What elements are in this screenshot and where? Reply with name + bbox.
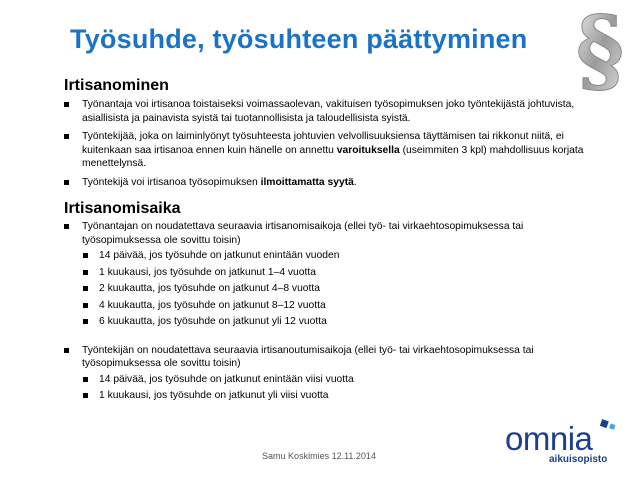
- logo-subtitle: aikuisopisto: [549, 454, 608, 465]
- bullet-square-icon: [83, 319, 88, 324]
- sub-list-item: 4 kuukautta, jos työsuhde on jatkunut 8–12 vuotta: [64, 299, 604, 313]
- bullet-square-icon: [64, 180, 69, 185]
- paragraph-sign-icon: [572, 2, 630, 98]
- section-heading-irtisanomisaika: Irtisanomisaika: [64, 200, 181, 217]
- footer-author-date: Samu Koskimies 12.11.2014: [262, 451, 376, 461]
- list-item: Työntekijän on noudatettava seuraavia irtisanoutumisaikoja (ellei työ- tai virkaehtosopimuksessa tai työsopimuksessa ole sovittu toisin): [64, 344, 604, 371]
- bullet-square-icon: [83, 270, 88, 275]
- bullet-square-icon: [64, 224, 69, 229]
- bullet-square-icon: [64, 134, 69, 139]
- section-heading-irtisanominen: Irtisanominen: [64, 77, 169, 94]
- bullet-square-icon: [83, 286, 88, 291]
- list-item: Työnantaja voi irtisanoa toistaiseksi voimassaolevan, vakituisen työsopimuksen joko työntekijästä johtuvista, asiallisista ja painavista syistä tai tuotannollisista ja taloudellisista syistä.: [64, 98, 604, 125]
- bullet-square-icon: [83, 253, 88, 258]
- sub-list-item: 2 kuukautta, jos työsuhde on jatkunut 4–8 vuotta: [64, 282, 604, 296]
- irtisanominen-list: [64, 98, 604, 189]
- logo-wordmark: omnia: [505, 420, 593, 457]
- list-item: Työnantajan on noudatettava seuraavia irtisanomisaikoja (ellei työ- tai virkaehtosopimuksessa tai työsopimuksessa ole sovittu toisin): [64, 220, 604, 247]
- svg-text:§: §: [576, 2, 625, 98]
- list-item: Työntekijää, joka on laiminlyönyt työsuhteesta johtuvien velvollisuuksiensa täyttämisen tai rikkonut niitä, ei kuitenkaan saa irtisanoa ennen kuin hänelle on annettu varoituksella (useimmiten 3 kpl) mahdollisuus korjata menettelynsä.: [64, 130, 604, 171]
- bullet-square-icon: [64, 102, 69, 107]
- omnia-logo: [505, 418, 635, 475]
- bullet-square-icon: [83, 377, 88, 382]
- emphasis-varoituksella: varoituksella: [336, 144, 400, 156]
- irtisanomisaika-list: [64, 220, 604, 403]
- list-item: Työntekijä voi irtisanoa työsopimuksen ilmoittamatta syytä.: [64, 176, 604, 190]
- emphasis-ilmoittamatta-syyta: ilmoittamatta syytä: [260, 176, 354, 188]
- sub-list-item: 1 kuukausi, jos työsuhde on jatkunut yli viisi vuotta: [64, 389, 604, 403]
- sub-list-item: 6 kuukautta, jos työsuhde on jatkunut yli 12 vuotta: [64, 315, 604, 329]
- bullet-square-icon: [64, 348, 69, 353]
- bullet-square-icon: [83, 393, 88, 398]
- sub-list-item: 14 päivää, jos työsuhde on jatkunut enintään viisi vuotta: [64, 373, 604, 387]
- slide-title: Työsuhde, työsuhteen päättyminen: [70, 24, 528, 54]
- sub-list-item: 1 kuukausi, jos työsuhde on jatkunut 1–4 vuotta: [64, 266, 604, 280]
- bullet-square-icon: [83, 303, 88, 308]
- sub-list-item: 14 päivää, jos työsuhde on jatkunut enintään vuoden: [64, 249, 604, 263]
